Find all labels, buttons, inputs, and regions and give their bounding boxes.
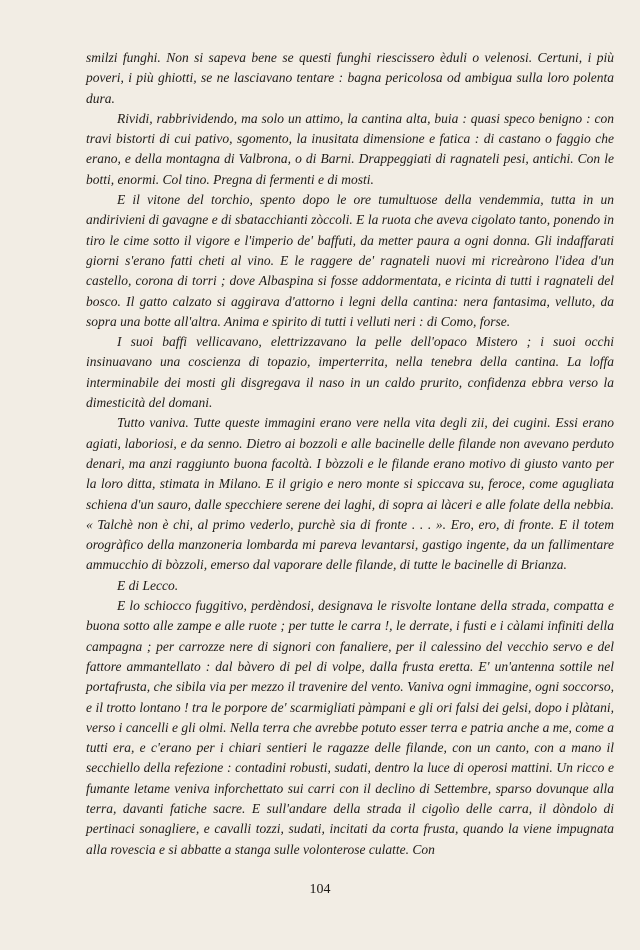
- paragraph: I suoi baffi vellicavano, elettrizzavano la pelle dell'opaco Mistero ; i suoi occhi insinuavano una coscienza di topazio, imperterrita, nella tenebra della cantina. La loffa interminabile dei mosti gli disgregava il naso in un caldo prurito, confidenza ebbra verso la dimesticità del domani.: [86, 334, 614, 411]
- page-number: 104: [309, 882, 331, 897]
- paragraph: E il vitone del torchio, spento dopo le ore tumultuose della vendemmia, tutta in un andirivieni di gavagne e di sbatacchianti zòccoli. E la ruota che aveva cigolato tanto, ponendo in tiro le cime sotto il vigore e l'imperio de' baffuti, da metter paura a ogni donna. Gli indaffarati giorni s'erano fatti cheti al vino. E le raggere de' ragnateli nuovi mi ricreàrono l'idea d'un castello, corona di torri ; dove Albaspina si fosse addormentata, e ricinta di tutti i ragnateli del bosco. Il gatto calzato si aggirava d'attorno i legni della cantina: nera fantasima, velluto, da sopra una botte all'altra. Anima e spirito di tutti i velluti neri : di Como, forse.: [86, 192, 614, 329]
- paragraph: E di Lecco.: [117, 577, 179, 593]
- paragraph: Rividi, rabbrividendo, ma solo un attimo, la cantina alta, buia : quasi speco benigno : con travi bistorti di cui pativo, sgomento, la inusitata dimensione e fatica : di castano o faggio che erano, e della montagna di Valbrona, o di Barni. Drappeggiati di ragnateli pesi, antichi. Con le botti, enormi. Col tino. Pregna di fermenti e di mosti.: [86, 110, 614, 187]
- paragraph: smilzi funghi. Non si sapeva bene se questi funghi riescissero èduli o velenosi. Certuni, i più poveri, i più ghiotti, se ne lasciavano tentare : bagna pericolosa od ambigua sulla loro polenta dura.: [86, 50, 614, 106]
- paragraph: Tutto vaniva. Tutte queste immagini erano vere nella vita degli zii, dei cugini. Essi erano agiati, laboriosi, e da senno. Dietro ai bozzoli e alle bacinelle delle filande non avevano perduto denari, ma anzi raggiunto buona facoltà. I bòzzoli e le filande erano motivo di giusto vanto per la loro ditta, stimata in Milano. E il grigio e nero monte si spiccava su, feroce, come agugliata schiena d'un sauro, dalle specchiere serene dei laghi, di sopra ai làceri e alle folate della nebbia. « Talchè non è chi, al primo vederlo, purchè sia di fronte . . . ». Ero, ero, di fronte. E il totem orogràfico della manzoneria lombarda mi pareva levantarsi, gastigo ingente, da un fallimentare ammucchio di bòzzoli, emerso dal vaporare delle filande, di tutte le bacinelle di Brianza.: [86, 415, 614, 573]
- body-text: [86, 48, 614, 860]
- paragraph: E lo schiocco fuggitivo, perdèndosi, designava le risvolte lontane della strada, compatta e buona sotto alle zampe e alle ruote ; per tutte le carra !, le derrate, i fusti e i càlami infiniti della campagna ; per carrozze nere di signori con fanaliere, per il calessino del vecchio servo e del fattore ammantellato : dal bàvero di pel di volpe, dalla frusta eretta. E' un'antenna sottile nel portafrusta, che sibila via per mezzo il travenire del vento. Vaniva ogni immagine, ogni soccorso, e il trotto lontano ! tra le porpore de' scarmigliati pàmpani e gli ori falsi dei gelsi, dopo i plàtani, verso i cancelli e gli olmi. Nella terra che avrebbe potuto esser terra e patria anche a me, come a tutti era, e c'erano per i chiari sentieri le ragazze delle filande, con un canto, con a mano il secchiello della refezione : contadini robusti, sudati, dentro la luce di operosi mattini. Un ricco e fumante letame veniva inforchettato sui carri con il declino di Settembre, sparso dovunque alla terra, davanti fatiche sacre. E sull'andare della strada il cigolìo delle carra, il dòndolo di pertinaci sonagliere, e cavalli tozzi, sudati, incitati da corta frusta, quando la viene impugnata alla rovescia e si abbatte a stanga sulle volonterose culatte. Con: [86, 598, 614, 857]
